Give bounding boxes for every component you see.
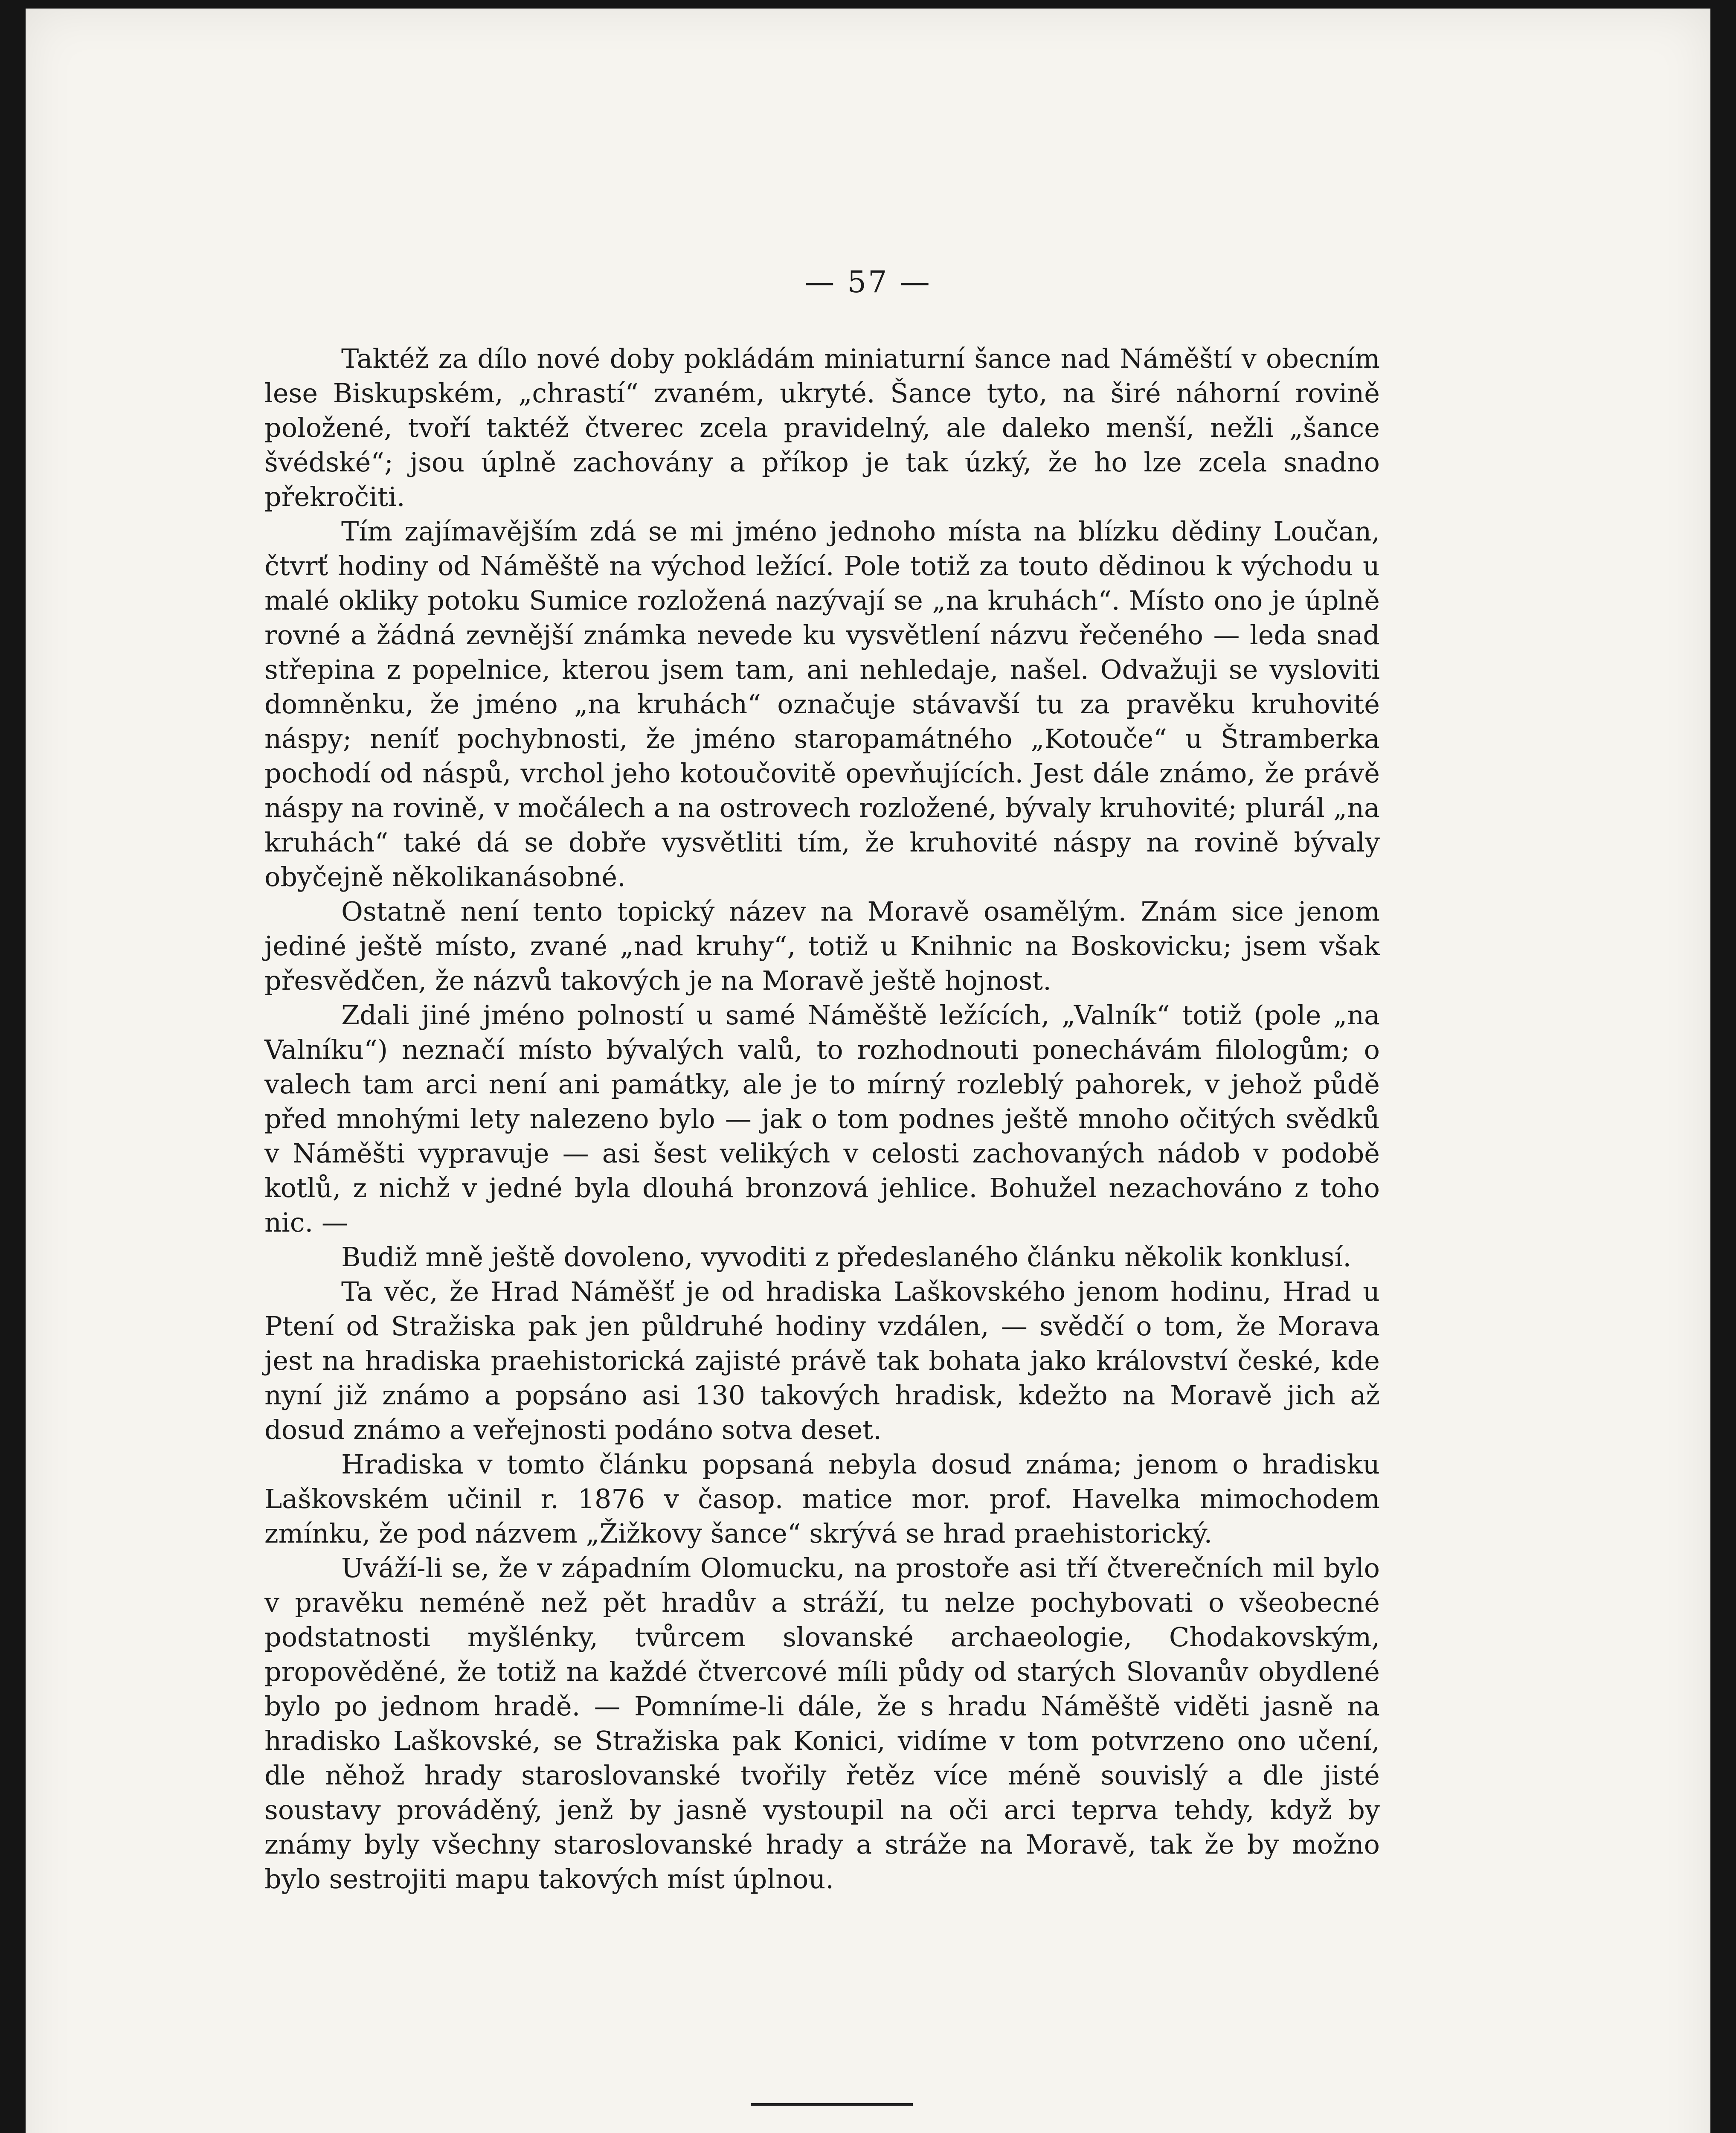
paragraph-8: Uváží-li se, že v západním Olomucku, na prostoře asi tří čtverečních mil bylo v pravěku neméně než pět hradův a stráží, tu nelze pochybovati o všeobecné podstatnosti myšlénky, tvůrcem slovanské archaeologie, Chodakovským, propověděné, že totiž na každé čtvercové míli půdy od starých Slovanův obydlené bylo po jednom hradě. — Pomníme-li dále, že s hradu Náměště viděti jasně na hradisko Laškovské, se Stražiska pak Konici, vidíme v tom potvrzeno ono učení, dle něhož hrady staroslovanské tvořily řetěz více méně souvislý a dle jisté soustavy prováděný, jenž by jasně vystoupil na oči arci teprva tehdy, když by známy byly všechny staroslovanské hrady a stráže na Moravě, tak že by možno bylo sestrojiti mapu takových míst úplnou. bbox=[264, 1552, 1380, 1895]
body-text bbox=[264, 341, 1380, 1896]
paragraph-3: Ostatně není tento topický název na Moravě osamělým. Znám sice jenom jediné ještě místo, zvané „nad kruhy“, totiž u Knihnic na Boskovicku; jsem však přesvědčen, že názvů takových je na Moravě ještě hojnost. bbox=[264, 896, 1380, 996]
paragraph-2: Tím zajímavějším zdá se mi jméno jednoho místa na blízku dědiny Loučan, čtvrť hodiny od Náměště na východ ležící. Pole totiž za touto dědinou k východu u malé okliky potoku Sumice rozložená nazývají se „na kruhách“. Místo ono je úplně rovné a žádná zevnější známka nevede ku vysvětlení názvu řečeného — leda snad střepina z popelnice, kterou jsem tam, ani nehledaje, našel. Odvažuji se vysloviti domněnku, že jméno „na kruhách“ označuje stávavší tu za pravěku kruhovité náspy; neníť pochybnosti, že jméno staropamátného „Kotouče“ u Štramberka pochodí od náspů, vrchol jeho kotoučovitě opevňujících. Jest dále známo, že právě náspy na rovině, v močálech a na ostrovech rozložené, bývaly kruhovité; plurál „na kruhách“ také dá se dobře vysvětliti tím, že kruhovité náspy na rovině bývaly obyčejně několikanásobné. bbox=[264, 516, 1380, 892]
paragraph-5: Budiž mně ještě dovoleno, vyvoditi z předeslaného článku několik konklusí. bbox=[341, 1241, 1352, 1273]
page-sheet bbox=[26, 9, 1710, 2133]
end-rule bbox=[751, 2103, 913, 2106]
paragraph-6: Ta věc, že Hrad Náměšť je od hradiska Laškovského jenom hodinu, Hrad u Ptení od Stražiska pak jen půldruhé hodiny vzdálen, — svědčí o tom, že Morava jest na hradiska praehistorická zajisté právě tak bohata jako království české, kde nyní již známo a popsáno asi 130 takových hradisk, kdežto na Moravě jich až dosud známo a veřejnosti podáno sotva deset. bbox=[264, 1276, 1380, 1445]
page-number: — 57 — bbox=[804, 264, 932, 299]
paragraph-1: Taktéž za dílo nové doby pokládám miniaturní šance nad Náměští v obecním lese Biskupském, „chrastí“ zvaném, ukryté. Šance tyto, na širé náhorní rovině položené, tvoří taktéž čtverec zcela pravidelný, ale daleko menší, nežli „šance švédské“; jsou úplně zachovány a příkop je tak úzký, že ho lze zcela snadno překročiti. bbox=[264, 343, 1380, 512]
paragraph-7: Hradiska v tomto článku popsaná nebyla dosud známa; jenom o hradisku Laškovském učinil r. 1876 v časop. matice mor. prof. Havelka mimochodem zmínku, že pod názvem „Žižkovy šance“ skrývá se hrad praehistorický. bbox=[264, 1449, 1380, 1549]
paragraph-4: Zdali jiné jméno polností u samé Náměště ležících, „Valník“ totiž (pole „na Valníku“) neznačí místo bývalých valů, to rozhodnouti ponechávám filologům; o valech tam arci není ani památky, ale je to mírný rozleblý pahorek, v jehož půdě před mnohými lety nalezeno bylo — jak o tom podnes ještě mnoho očitých svědků v Náměšti vypravuje — asi šest velikých v celosti zachovaných nádob v podobě kotlů, z nichž v jedné byla dlouhá bronzová jehlice. Bohužel nezachováno z toho nic. — bbox=[264, 1000, 1380, 1238]
